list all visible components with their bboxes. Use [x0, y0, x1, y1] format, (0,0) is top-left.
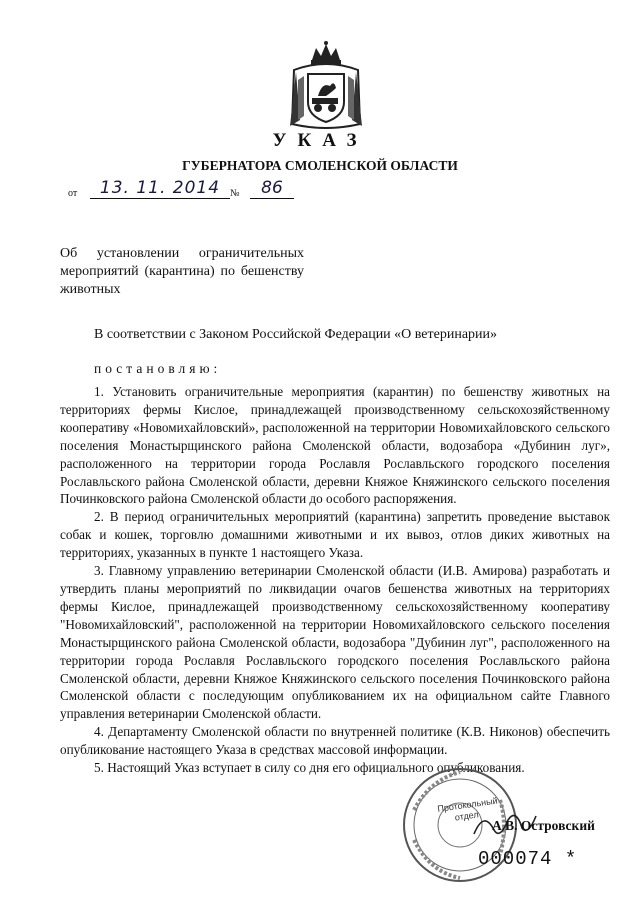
- clause-2: 2. В период ограничительных мероприятий (карантина) запретить проведение выставок собак и кошек, торговлю домашними животными и их вывоз, отлов диких животных на территориях, указанных в пункте 1 настоящего Указа.: [60, 509, 610, 561]
- number-prefix: №: [230, 188, 240, 199]
- clause-1: 1. Установить ограничительные мероприятия (карантин) по бешенству животных на территориях фермы Кислое, принадлежащей производственному сельскохозяйственному кооперативу «Новомихайловский», расположенной на территории Новомихайловского сельского поселения Монастырщинского района Смоленской области, водозабора «Дубинин луг», расположенного на территории города Рославля Рославльского городского поселения Рославльского района Смоленской области, деревни Княжое Княжинского сельского поселения Починковского района Смоленской области до особого распоряжения.: [60, 384, 610, 507]
- document-subject: Об установлении ограничительных мероприятий (карантина) по бешенству животных: [60, 246, 304, 297]
- signatory-name: А.В. Островский: [492, 818, 595, 833]
- date-prefix: от: [68, 188, 78, 199]
- decree-word: постановляю:: [94, 361, 222, 376]
- date-number-row: [68, 178, 328, 202]
- preamble: В соответствии с Законом Российской Федерации «О ветеринарии»: [94, 327, 498, 342]
- stamp-label: Протокольный отдел: [436, 795, 499, 823]
- coat-of-arms-emblem: [288, 40, 364, 132]
- clause-3: 3. Главному управлению ветеринарии Смоленской области (И.В. Амирова) разработать и утвердить планы мероприятий по ликвидации очагов бешенства животных на территориях фермы Кислое, принадлежащей производственному сельскохозяйственному кооперативу "Новомихайловский", расположенной на территории Новомихайловского сельского поселения Монастырщинского района Смоленской области, водозабора "Дубинин луг", расположенного на территории города Рославля Рославльского городского поселения Рославльского района Смоленской области, деревни Княжое Княжинского сельского поселения Починковского района Смоленской области с последующим опубликованием их на официальном сайте Главного управления ветеринарии Смоленской области.: [60, 563, 610, 722]
- clauses-section: [60, 383, 610, 777]
- handwritten-date: 13. 11. 2014: [90, 178, 230, 199]
- handwritten-number: 86: [250, 178, 294, 199]
- document-title: УКАЗ: [272, 130, 368, 151]
- document-issuer: ГУБЕРНАТОРА СМОЛЕНСКОЙ ОБЛАСТИ: [182, 158, 458, 173]
- clause-4: 4. Департаменту Смоленской области по внутренней политике (К.В. Никонов) обеспечить опубликование настоящего Указа в средствах массовой информации.: [60, 724, 610, 758]
- clause-5: 5. Настоящий Указ вступает в силу со дня его официального опубликования.: [94, 760, 525, 776]
- serial-number: 000074 *: [478, 848, 578, 870]
